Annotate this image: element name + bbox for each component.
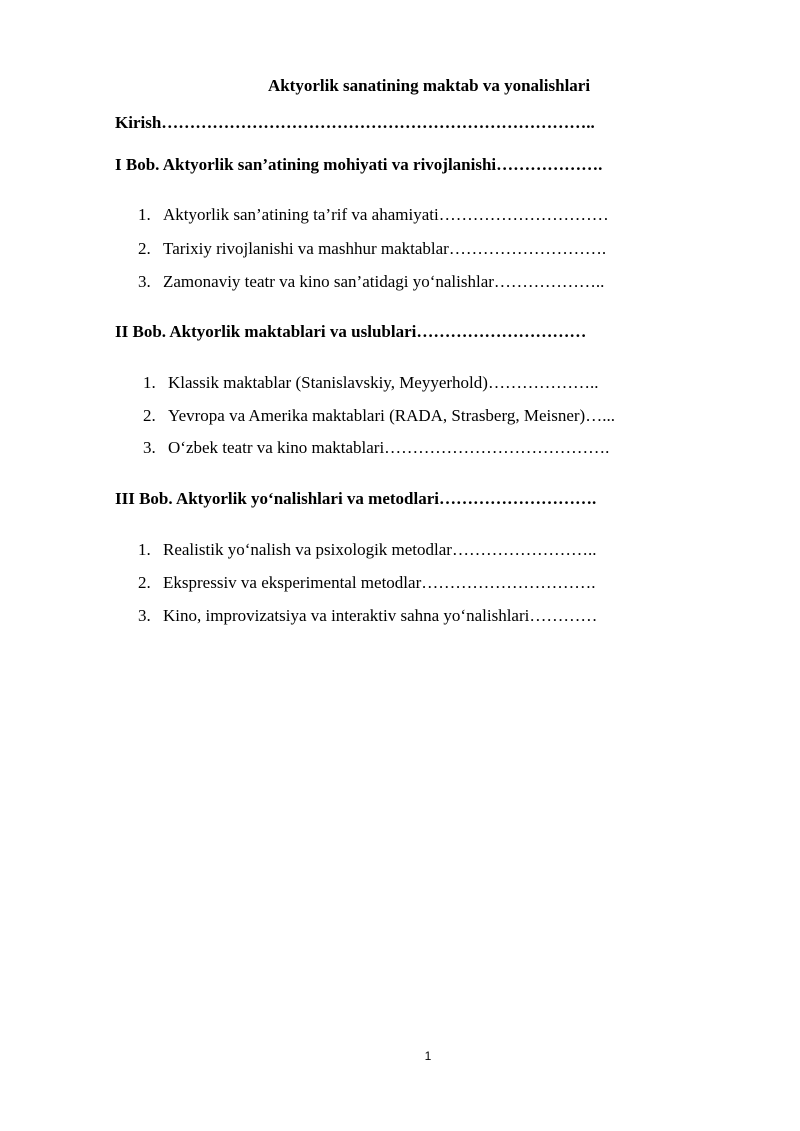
item-number: 2. <box>143 406 156 425</box>
item-number: 1. <box>143 373 156 392</box>
toc-item <box>138 205 609 225</box>
item-text: O‘zbek teatr va kino maktablari…………………………………. <box>168 438 610 457</box>
item-text: Tarixiy rivojlanishi va mashhur maktablar………………………. <box>163 239 607 258</box>
item-text: Aktyorlik san’atining ta’rif va ahamiyati………………………… <box>163 205 609 224</box>
page-number: 1 <box>424 1049 432 1063</box>
toc-item <box>138 606 597 626</box>
item-number: 2. <box>138 239 151 258</box>
toc-intro: Kirish………………………………………………………………….. <box>115 113 595 132</box>
item-text: Kino, improvizatsiya va interaktiv sahna yo‘nalishlari………… <box>163 606 598 625</box>
toc-item <box>138 540 596 560</box>
toc-item <box>143 406 615 426</box>
item-text: Ekspressiv va eksperimental metodlar…………………………. <box>163 573 596 592</box>
chapter-2-heading: II Bob. Aktyorlik maktablari va uslublari………………………… <box>115 322 587 341</box>
item-text: Yevropa va Amerika maktablari (RADA, Strasberg, Meisner)…... <box>168 406 615 425</box>
toc-item <box>143 373 598 393</box>
item-text: Zamonaviy teatr va kino san’atidagi yo‘nalishlar……………….. <box>163 272 605 291</box>
toc-item <box>138 239 606 259</box>
item-text: Klassik maktablar (Stanislavskiy, Meyyerhold)……………….. <box>168 373 599 392</box>
toc-item <box>138 573 595 593</box>
chapter-3-heading: III Bob. Aktyorlik yo‘nalishlari va metodlari………………………. <box>115 489 597 508</box>
item-number: 3. <box>138 606 151 625</box>
toc-item <box>143 438 609 458</box>
document-title: Aktyorlik sanatining maktab va yonalishlari <box>267 76 591 95</box>
item-number: 1. <box>138 540 151 559</box>
chapter-1-heading: I Bob. Aktyorlik san’atining mohiyati va rivojlanishi………………. <box>115 155 603 174</box>
item-number: 2. <box>138 573 151 592</box>
toc-item <box>138 272 604 292</box>
item-number: 3. <box>138 272 151 291</box>
item-number: 1. <box>138 205 151 224</box>
item-text: Realistik yo‘nalish va psixologik metodlar…………………….. <box>163 540 597 559</box>
item-number: 3. <box>143 438 156 457</box>
